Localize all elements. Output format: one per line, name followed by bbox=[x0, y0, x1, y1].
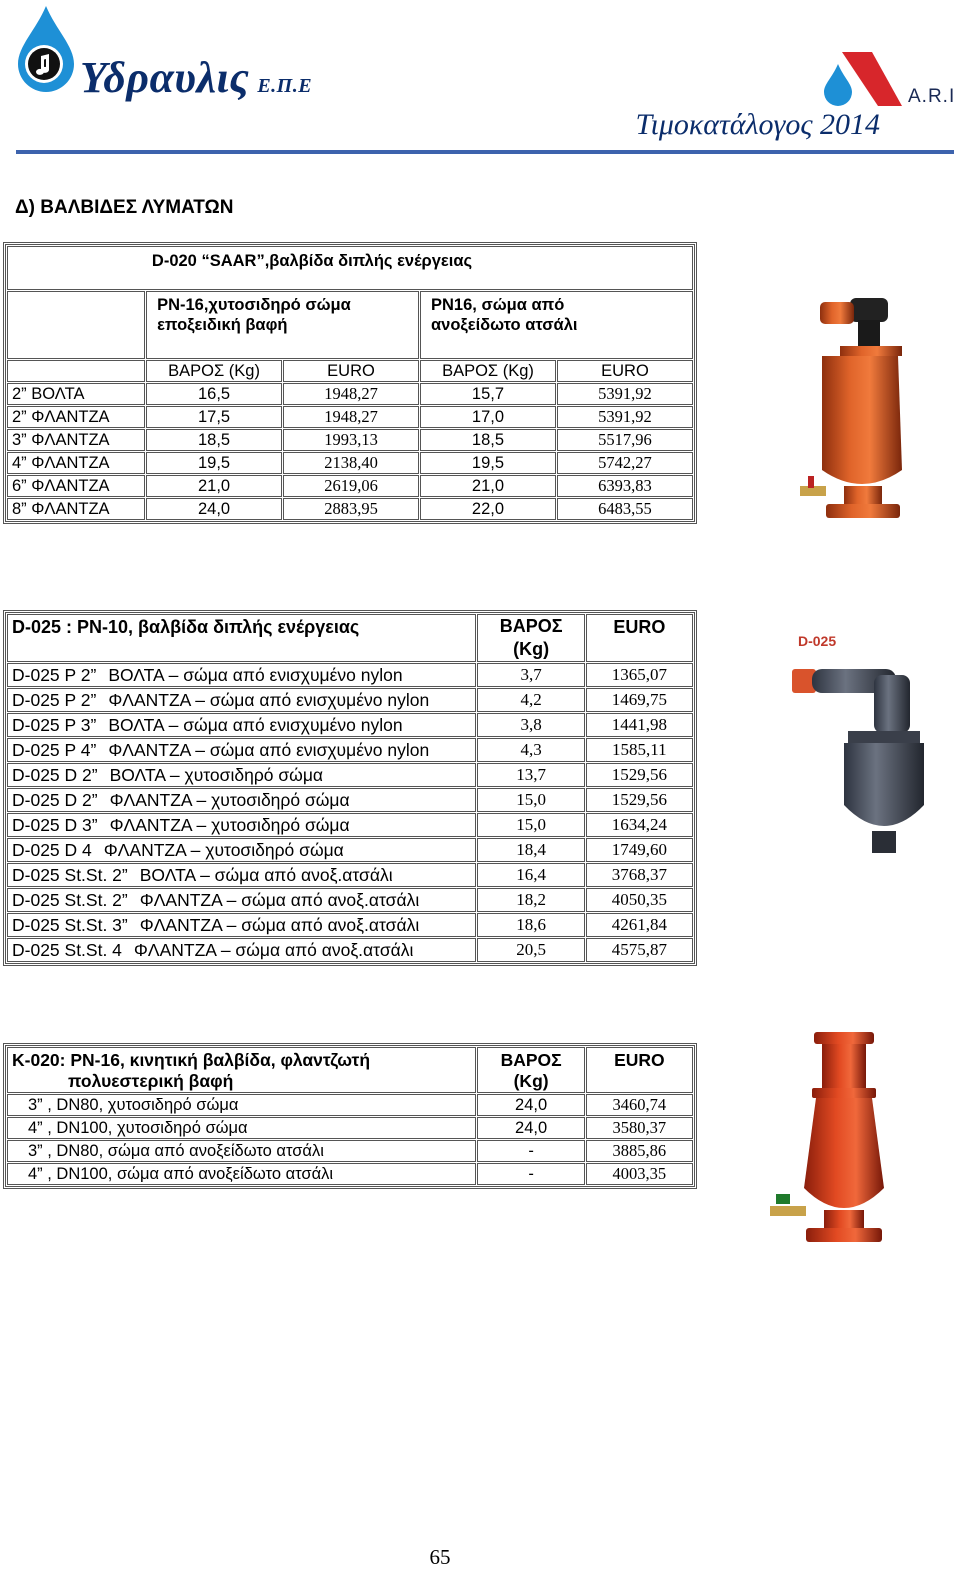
row-label: 2” ΦΛΑΝΤΖΑ bbox=[7, 406, 145, 428]
ari-logo-text: A.R.I bbox=[908, 86, 956, 107]
price-cell: 1441,98 bbox=[586, 713, 693, 737]
product-description: ΦΛΑΝΤΖΑ – χυτοσιδηρό σώμα bbox=[103, 840, 344, 860]
col-header-weight: ΒΑΡΟΣ (Kg) bbox=[146, 360, 282, 382]
product-description: ΦΛΑΝΤΖΑ – σώμα από ενισχυμένο nylon bbox=[108, 740, 430, 760]
price-cell: 3460,74 bbox=[586, 1094, 693, 1116]
price-cell: 6393,83 bbox=[557, 475, 693, 497]
product-code: D-025 D 2” bbox=[12, 790, 98, 810]
table-row bbox=[7, 452, 693, 474]
product-code: D-025 St.St. 2” bbox=[12, 865, 128, 885]
k020-title bbox=[7, 1047, 476, 1093]
product-description: ΒΟΛΤΑ – χυτοσιδηρό σώμα bbox=[109, 765, 324, 785]
table-row bbox=[7, 713, 693, 737]
section-title: Δ) ΒΑΛΒΙΔΕΣ ΛΥΜΑΤΩΝ bbox=[15, 197, 234, 218]
ari-logo-icon bbox=[820, 44, 910, 108]
table-row bbox=[7, 383, 693, 405]
table-row bbox=[7, 888, 693, 912]
weight-cell: 3,8 bbox=[477, 713, 584, 737]
product-description: ΦΛΑΝΤΖΑ – σώμα από ανοξ.ατσάλι bbox=[139, 890, 420, 910]
weight-cell: 18,5 bbox=[146, 429, 282, 451]
page-number: 65 bbox=[429, 1545, 451, 1569]
price-cell: 1749,60 bbox=[586, 838, 693, 862]
product-description: ΦΛΑΝΤΖΑ – σώμα από ανοξ.ατσάλι bbox=[133, 940, 414, 960]
product-cell bbox=[7, 788, 476, 812]
product-code: D-025 P 2” bbox=[12, 665, 97, 685]
price-cell: 3580,37 bbox=[586, 1117, 693, 1139]
price-cell: 1948,27 bbox=[283, 406, 419, 428]
d020-valve-image bbox=[780, 290, 910, 545]
weight-cell: 24,0 bbox=[477, 1094, 584, 1116]
product-cell bbox=[7, 813, 476, 837]
weight-cell: 18,5 bbox=[420, 429, 556, 451]
product-description: ΒΟΛΤΑ – σώμα από ανοξ.ατσάλι bbox=[139, 865, 393, 885]
product-code: D-025 St.St. 4 bbox=[12, 940, 122, 960]
row-label: 4” ΦΛΑΝΤΖΑ bbox=[7, 452, 145, 474]
company-logo-text bbox=[80, 52, 312, 103]
k020-title-line1: K-020: PN-16, κινητική βαλβίδα, φλαντζωτή bbox=[12, 1050, 371, 1070]
d025-price-table bbox=[3, 610, 697, 966]
weight-cell: 24,0 bbox=[477, 1117, 584, 1139]
table-row bbox=[7, 913, 693, 937]
logo-sub: Ε.Π.Ε bbox=[257, 75, 313, 97]
price-cell: 3768,37 bbox=[586, 863, 693, 887]
product-code: D-025 P 3” bbox=[12, 715, 97, 735]
table-row bbox=[7, 475, 693, 497]
price-cell: 6483,55 bbox=[557, 498, 693, 520]
product-description: 4” , DN100, χυτοσιδηρό σώμα bbox=[7, 1117, 476, 1139]
d020-price-table bbox=[3, 242, 697, 524]
table-row bbox=[7, 938, 693, 962]
table-row bbox=[7, 1094, 693, 1116]
price-cell: 5517,96 bbox=[557, 429, 693, 451]
weight-cell: 15,7 bbox=[420, 383, 556, 405]
weight-cell: 17,5 bbox=[146, 406, 282, 428]
col-header-weight: ΒΑΡΟΣ (Kg) bbox=[477, 1047, 584, 1093]
k020-title-line2: πολυεστερική βαφή bbox=[68, 1071, 234, 1091]
weight-cell: - bbox=[477, 1140, 584, 1162]
weight-cell: 15,0 bbox=[477, 788, 584, 812]
k020-price-table bbox=[3, 1043, 697, 1189]
product-description: ΒΟΛΤΑ – σώμα από ενισχυμένο nylon bbox=[108, 715, 403, 735]
price-cell: 1469,75 bbox=[586, 688, 693, 712]
product-cell bbox=[7, 938, 476, 962]
d025-image-label: D-025 bbox=[798, 633, 837, 649]
price-cell: 4261,84 bbox=[586, 913, 693, 937]
product-code: D-025 P 4” bbox=[12, 740, 97, 760]
row-label: 2” ΒΟΛΤΑ bbox=[7, 383, 145, 405]
product-description: ΦΛΑΝΤΖΑ – σώμα από ανοξ.ατσάλι bbox=[139, 915, 420, 935]
product-code: D-025 P 2” bbox=[12, 690, 97, 710]
price-cell: 1993,13 bbox=[283, 429, 419, 451]
row-label: 3” ΦΛΑΝΤΖΑ bbox=[7, 429, 145, 451]
product-description: 3” , DN80, σώμα από ανοξείδωτο ατσάλι bbox=[7, 1140, 476, 1162]
d020-group-castiron: PN-16,χυτοσιδηρό σώμα εποξειδική βαφή bbox=[146, 291, 419, 359]
product-code: D-025 D 3” bbox=[12, 815, 98, 835]
weight-cell: 4,3 bbox=[477, 738, 584, 762]
price-cell: 1948,27 bbox=[283, 383, 419, 405]
product-cell bbox=[7, 913, 476, 937]
weight-cell: 20,5 bbox=[477, 938, 584, 962]
logo-main: Υδραυλις bbox=[80, 53, 250, 102]
price-cell: 2138,40 bbox=[283, 452, 419, 474]
product-description: ΦΛΑΝΤΖΑ – χυτοσιδηρό σώμα bbox=[109, 815, 350, 835]
weight-cell: 17,0 bbox=[420, 406, 556, 428]
product-cell bbox=[7, 738, 476, 762]
weight-cell: 21,0 bbox=[146, 475, 282, 497]
weight-cell: 18,4 bbox=[477, 838, 584, 862]
price-cell: 2883,95 bbox=[283, 498, 419, 520]
weight-cell: 16,4 bbox=[477, 863, 584, 887]
row-label: 8” ΦΛΑΝΤΖΑ bbox=[7, 498, 145, 520]
price-cell: 1634,24 bbox=[586, 813, 693, 837]
product-code: D-025 St.St. 3” bbox=[12, 915, 128, 935]
product-cell bbox=[7, 863, 476, 887]
table-row bbox=[7, 1117, 693, 1139]
col-header-euro: EURO bbox=[283, 360, 419, 382]
product-cell bbox=[7, 663, 476, 687]
table-row bbox=[7, 788, 693, 812]
table-row bbox=[7, 1140, 693, 1162]
water-drop-logo-icon bbox=[14, 4, 78, 96]
row-label: 6” ΦΛΑΝΤΖΑ bbox=[7, 475, 145, 497]
col-header-euro: EURO bbox=[586, 614, 693, 662]
product-code: D-025 D 2” bbox=[12, 765, 98, 785]
price-cell: 4003,35 bbox=[586, 1163, 693, 1185]
weight-cell: 3,7 bbox=[477, 663, 584, 687]
product-code: D-025 D 4 bbox=[12, 840, 92, 860]
d020-group-stainless: PN16, σώμα από ανοξείδωτο ατσάλι bbox=[420, 291, 693, 359]
price-cell: 5391,92 bbox=[557, 406, 693, 428]
weight-cell: 24,0 bbox=[146, 498, 282, 520]
d025-title: D-025 : PN-10, βαλβίδα διπλής ενέργειας bbox=[7, 614, 476, 662]
weight-cell: - bbox=[477, 1163, 584, 1185]
price-cell: 2619,06 bbox=[283, 475, 419, 497]
product-description: 4” , DN100, σώμα από ανοξείδωτο ατσάλι bbox=[7, 1163, 476, 1185]
price-cell: 1585,11 bbox=[586, 738, 693, 762]
table-row bbox=[7, 498, 693, 520]
table-row bbox=[7, 1163, 693, 1185]
table-row bbox=[7, 763, 693, 787]
price-cell: 5742,27 bbox=[557, 452, 693, 474]
weight-cell: 4,2 bbox=[477, 688, 584, 712]
empty-cell bbox=[7, 360, 145, 382]
product-description: ΒΟΛΤΑ – σώμα από ενισχυμένο nylon bbox=[108, 665, 403, 685]
product-cell bbox=[7, 713, 476, 737]
weight-cell: 19,5 bbox=[146, 452, 282, 474]
table-row bbox=[7, 663, 693, 687]
table-row bbox=[7, 406, 693, 428]
col-header-euro: EURO bbox=[557, 360, 693, 382]
d020-title: D-020 “SAAR”,βαλβίδα διπλής ενέργειας bbox=[7, 246, 693, 290]
d025-valve-image bbox=[788, 655, 928, 870]
col-header-weight: ΒΑΡΟΣ (Kg) bbox=[420, 360, 556, 382]
weight-cell: 18,6 bbox=[477, 913, 584, 937]
header-rule bbox=[16, 150, 954, 154]
price-cell: 4050,35 bbox=[586, 888, 693, 912]
k020-valve-image bbox=[760, 1028, 910, 1258]
table-row bbox=[7, 688, 693, 712]
price-cell: 3885,86 bbox=[586, 1140, 693, 1162]
col-header-weight: ΒΑΡΟΣ (Kg) bbox=[477, 614, 584, 662]
table-row bbox=[7, 429, 693, 451]
table-row bbox=[7, 863, 693, 887]
product-cell bbox=[7, 688, 476, 712]
product-description: 3” , DN80, χυτοσιδηρό σώμα bbox=[7, 1094, 476, 1116]
product-cell bbox=[7, 888, 476, 912]
weight-cell: 21,0 bbox=[420, 475, 556, 497]
table-row bbox=[7, 813, 693, 837]
col-header-euro: EURO bbox=[586, 1047, 693, 1093]
product-description: ΦΛΑΝΤΖΑ – χυτοσιδηρό σώμα bbox=[109, 790, 350, 810]
price-cell: 1365,07 bbox=[586, 663, 693, 687]
catalog-title: Τιμοκατάλογος 2014 bbox=[635, 108, 880, 141]
weight-cell: 13,7 bbox=[477, 763, 584, 787]
weight-cell: 15,0 bbox=[477, 813, 584, 837]
table-row bbox=[7, 738, 693, 762]
weight-cell: 19,5 bbox=[420, 452, 556, 474]
empty-cell bbox=[7, 291, 145, 359]
weight-cell: 22,0 bbox=[420, 498, 556, 520]
weight-cell: 16,5 bbox=[146, 383, 282, 405]
price-cell: 5391,92 bbox=[557, 383, 693, 405]
product-cell bbox=[7, 838, 476, 862]
product-cell bbox=[7, 763, 476, 787]
price-cell: 4575,87 bbox=[586, 938, 693, 962]
product-code: D-025 St.St. 2” bbox=[12, 890, 128, 910]
table-row bbox=[7, 838, 693, 862]
price-cell: 1529,56 bbox=[586, 788, 693, 812]
price-cell: 1529,56 bbox=[586, 763, 693, 787]
product-description: ΦΛΑΝΤΖΑ – σώμα από ενισχυμένο nylon bbox=[108, 690, 430, 710]
weight-cell: 18,2 bbox=[477, 888, 584, 912]
